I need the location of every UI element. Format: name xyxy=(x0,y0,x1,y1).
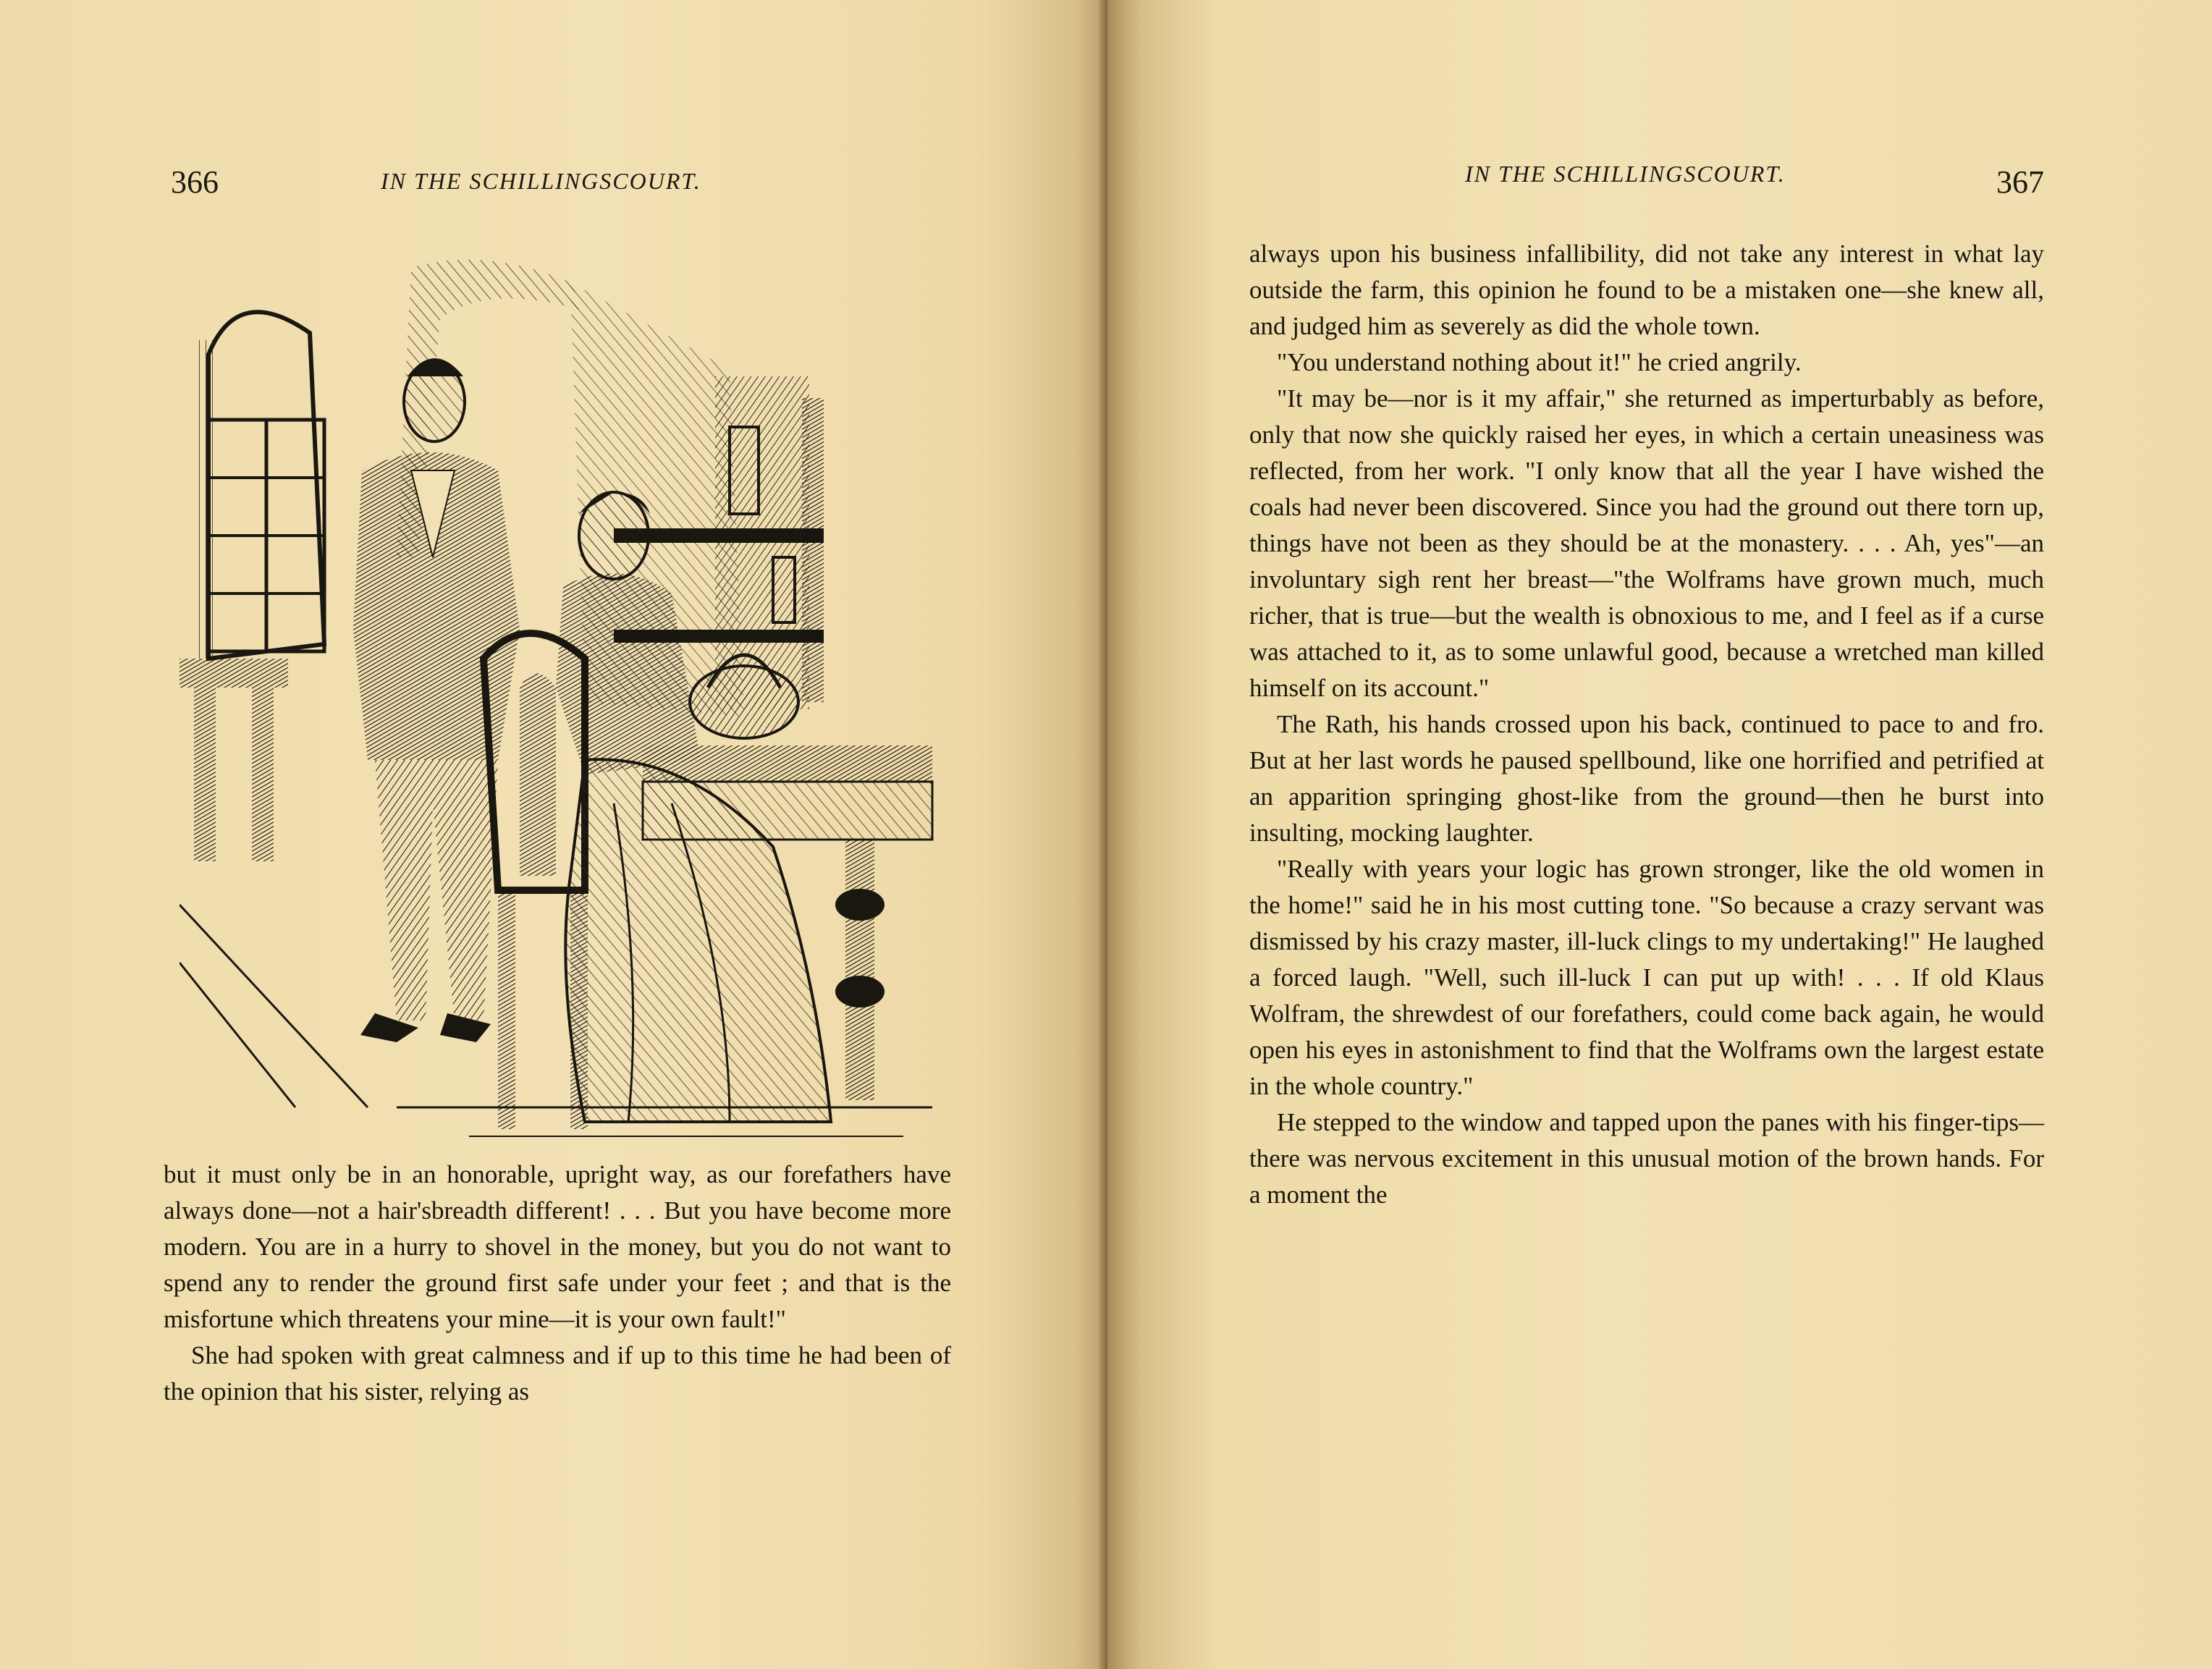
right-paragraph-6: He stepped to the window and tapped upon the panes with his finger-tips—there was nervous excitement in this unusual motion of the brown hands. For a moment the xyxy=(1249,1108,2044,1209)
right-paragraph-3: "It may be—nor is it my affair," she returned as imperturbably as before, only that now she quickly raised her eyes, in which a certain uneasiness was reflected, from her work. "I only know that all the year I have wished the coals had never been discovered. Since you had the ground out there torn up, things have not been as they should be at the monastery. . . . Ah, yes"—an involuntary sigh rent her breast—"the Wolframs have grown much, much richer, that is true—but the wealth is obnoxious to me, and I feel as if a curse was attached to it, as to some unlawful good, because a wretched man killed himself on its account." xyxy=(1249,384,2044,702)
right-paragraph-2: "You understand nothing about it!" he cried angrily. xyxy=(1277,348,1802,376)
right-page-number: 367 xyxy=(1996,164,2044,200)
illustration-engraving xyxy=(180,253,961,1151)
left-running-head: IN THE SCHILLINGSCOURT. xyxy=(381,168,701,194)
right-page xyxy=(1107,0,2212,1669)
left-paragraph-1: but it must only be in an honorable, upright way, as our forefathers have always done—not a hair'sbreadth different! . . . But you have become more modern. You are in a hurry to shovel in the money, but you do not want to spend any to render the ground first safe under your feet ; and that is the misfortune which threatens your mine—it is your own fault!" xyxy=(164,1160,951,1333)
left-page-number: 366 xyxy=(171,164,219,200)
right-paragraph-1: always upon his business infallibility, did not take any interest in what lay outside the farm, this opinion he found to be a mistaken one—she knew all, and judged him as severely as did the whole town. xyxy=(1249,240,2044,340)
right-body-text xyxy=(1249,236,2044,1213)
right-paragraph-5: "Really with years your logic has grown stronger, like the old women in the home!" said he in his most cutting tone. "So because a crazy servant was dismissed by his crazy master, ill-luck clings to my undertaking!" He laughed a forced laugh. "Well, such ill-luck I can put up with! . . . If old Klaus Wolfram, the shrewdest of our forefathers, could come back again, he would open his eyes in astonishment to find that the Wolframs own the largest estate in the whole country." xyxy=(1249,855,2044,1100)
left-body-text xyxy=(164,1157,951,1410)
right-paragraph-4: The Rath, his hands crossed upon his back, continued to pace to and fro. But at her last words he paused spellbound, like one horrified and petrified at an apparition springing ghost-like from the ground—then he burst into insulting, mocking laughter. xyxy=(1249,710,2044,847)
right-running-head: IN THE SCHILLINGSCOURT. xyxy=(1465,161,1786,187)
left-paragraph-2: She had spoken with great calmness and if up to this time he had been of the opinion that his sister, relying as xyxy=(164,1341,951,1406)
